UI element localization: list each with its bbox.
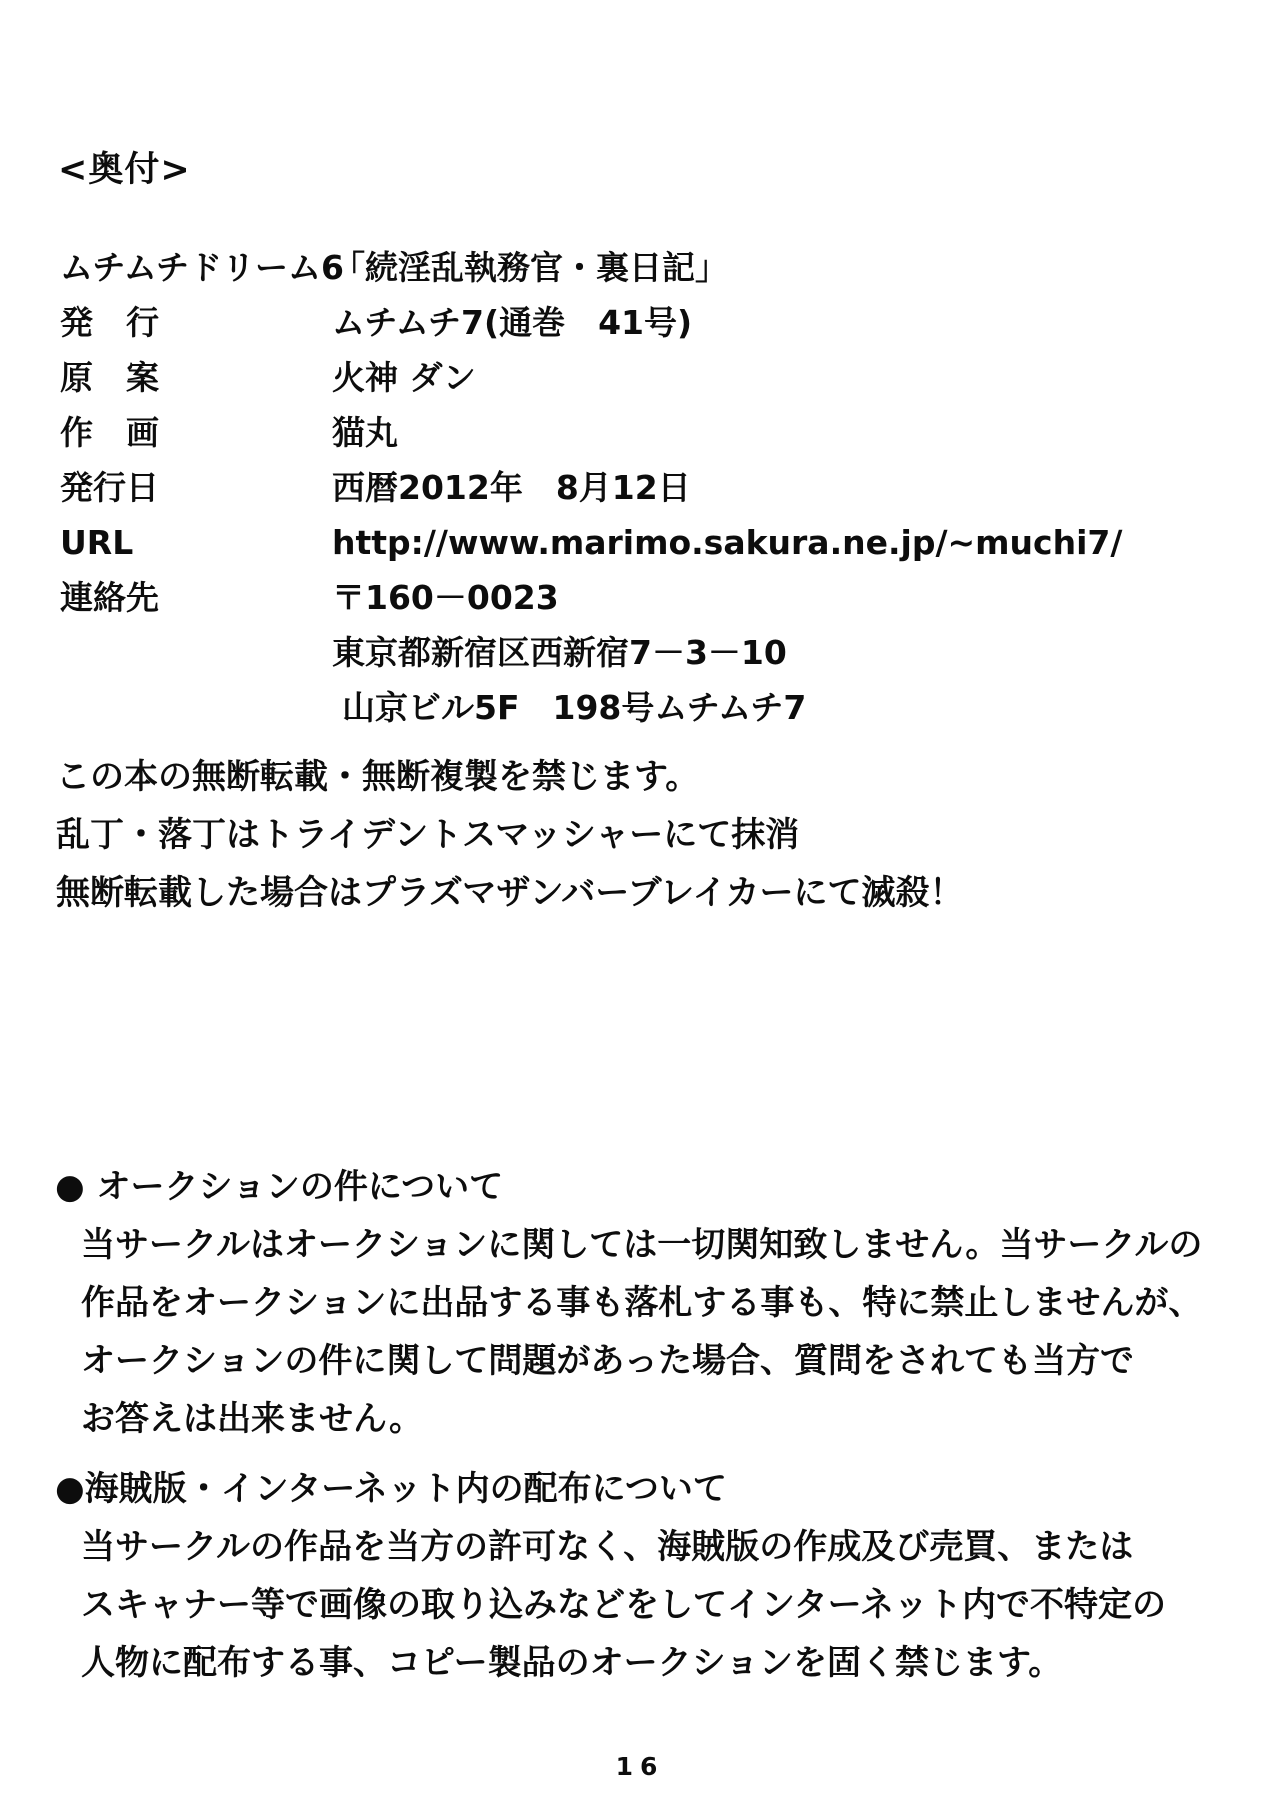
colophon-label: 原 案 [60,358,159,397]
contact-address-line: 東京都新宿区西新宿7－3－10 [332,633,787,672]
colophon-series-name: ムチムチドリーム6 [60,248,344,287]
colophon-label: 発 行 [60,303,159,342]
colophon-value: 火神 ダン [332,358,476,397]
auction-policy-section [55,1158,1202,1448]
page-title: <奥付> [58,150,191,190]
colophon-row-url [60,515,1122,570]
section-text-line: 作品をオークションに出品する事も落札する事も、特に禁止しませんが、 [81,1283,1203,1323]
colophon-row-artist [60,405,1122,460]
piracy-policy-section [55,1460,1166,1692]
colophon-row-title [60,240,1122,295]
colophon-block [60,240,1122,735]
auction-section-heading: ● オークションの件について [55,1167,504,1207]
section-text-line: スキャナー等で画像の取り込みなどをしてインターネット内で不特定の [81,1585,1166,1625]
notice-line: 乱丁・落丁はトライデントスマッシャーにて抹消 [56,815,800,855]
colophon-row-contact [60,570,1122,625]
colophon-row-publication-date [60,460,1122,515]
colophon-url-text: http://www.marimo.sakura.ne.jp/~muchi7/ [332,523,1123,562]
colophon-row-publisher [60,295,1122,350]
section-text-line: 当サークルの作品を当方の許可なく、海賊版の作成及び売買、または [81,1527,1134,1567]
section-text-line: 当サークルはオークションに関しては一切関知致しません。当サークルの [81,1225,1203,1265]
section-text-line: お答えは出来ません。 [81,1399,424,1439]
colophon-row-original-concept [60,350,1122,405]
copyright-notice-block [56,748,963,922]
section-text-line: 人物に配布する事、コピー製品のオークションを固く禁じます。 [81,1643,1063,1683]
notice-line: 無断転載した場合はプラズマザンバーブレイカーにて滅殺！ [56,873,964,913]
piracy-section-heading: ●海賊版・インターネット内の配布について [55,1469,727,1509]
contact-address-line: 山京ビル5F 198号ムチムチ7 [342,688,807,727]
colophon-value: 西暦2012年 8月12日 [332,468,691,507]
colophon-label: 発行日 [60,468,159,507]
page-number: 16 [615,1752,665,1781]
notice-line: この本の無断転載・無断複製を禁じます。 [56,757,700,797]
section-text-line: オークションの件に関して問題があった場合、質問をされても当方で [81,1341,1134,1381]
colophon-value: ムチムチ7(通巻 41号) [332,303,693,342]
colophon-label: 作 画 [60,413,159,452]
colophon-book-title: 「続淫乱執務官・裏日記」 [332,248,728,287]
colophon-label: URL [60,523,134,562]
colophon-postal-code: 〒160－0023 [332,578,559,617]
colophon-value: 猫丸 [332,413,398,452]
colophon-label: 連絡先 [60,578,159,617]
